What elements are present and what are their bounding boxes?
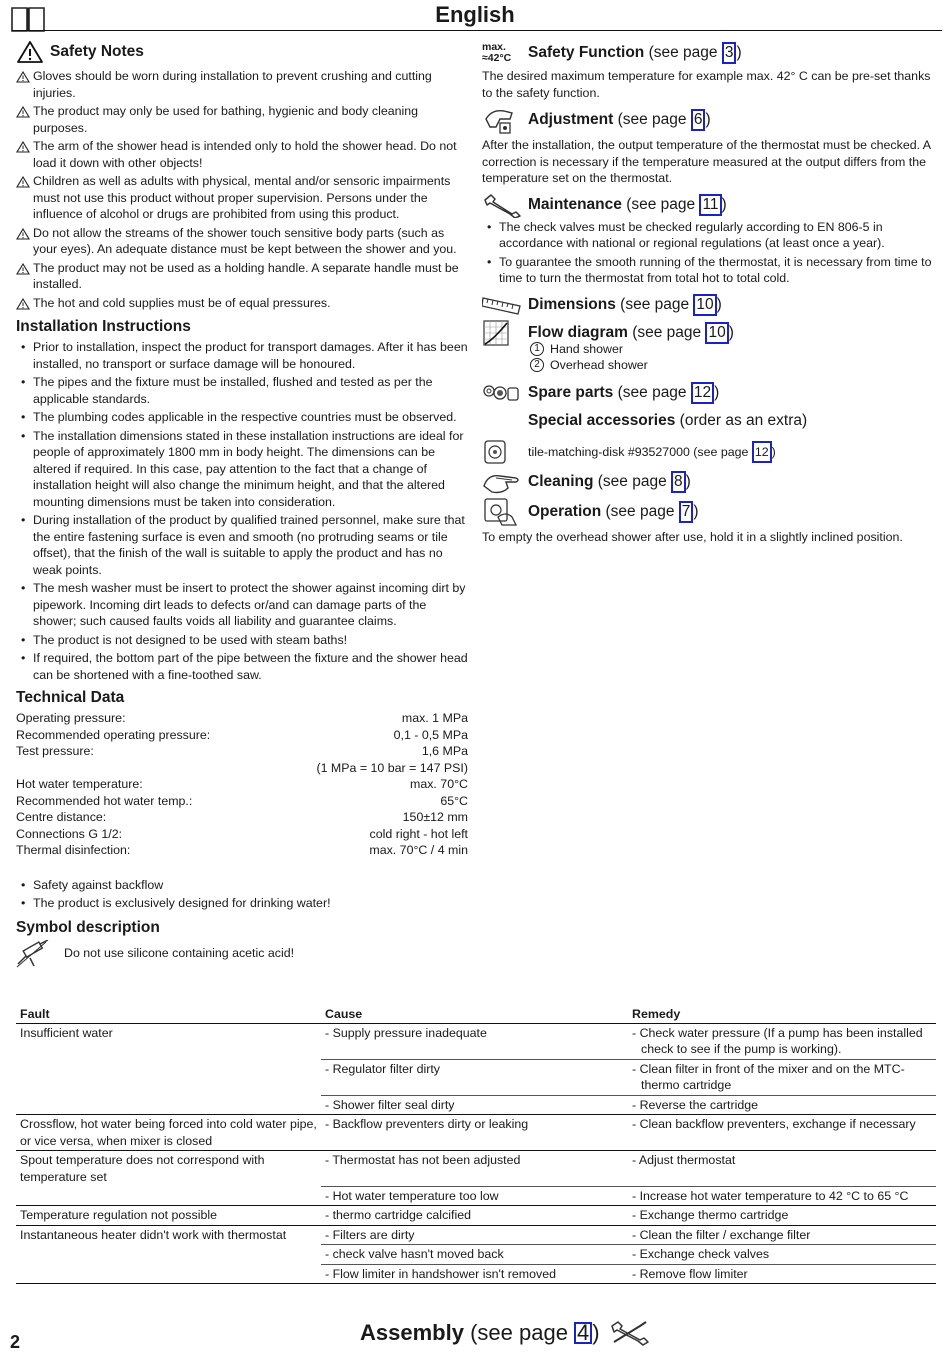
spare-parts-icon: [482, 382, 522, 404]
circled-number: 1: [530, 342, 544, 356]
list-item: • The product is not designed to be used with steam baths!: [16, 632, 468, 649]
spec-label: Centre distance:: [16, 810, 107, 824]
header-remedy: Remedy: [628, 1006, 936, 1023]
warning-icon: [16, 106, 30, 118]
safety-notes-list: [16, 68, 468, 311]
list-item: • Safety against backflow: [16, 877, 468, 894]
cause-cell: - Shower filter seal dirty: [321, 1095, 628, 1115]
cause-cell: - Hot water temperature too low: [321, 1186, 628, 1206]
tile-disk-icon: [482, 438, 508, 466]
safety-note-text: Children as well as adults with physical, mental and/or sensoric impairments must not use this product without proper supervision. Persons under the influence of alcohol or drugs are prohibited from using this product.: [33, 174, 451, 221]
remedy-text: - Clean the filter / exchange filter: [632, 1227, 811, 1242]
remedy-cell: [628, 1115, 936, 1151]
safety-note-text: The product may not be used as a holding handle. A separate handle must be installed.: [33, 260, 459, 291]
section-title: Cleaning: [528, 472, 594, 490]
safety-note-item: [16, 295, 468, 312]
remedy-cell: [628, 1225, 936, 1245]
flow-diagram-section: Flow diagram (see page 10 ) 1 Hand shower 2 Overhead shower: [482, 319, 932, 373]
warning-icon: [16, 71, 30, 83]
tools-icon: [610, 1320, 650, 1346]
left-column: [16, 40, 468, 968]
section-body: The desired maximum temperature for example max. 42° C can be pre-set thanks to the safety function.: [482, 69, 931, 100]
fault-cell: Temperature regulation not possible: [16, 1206, 321, 1226]
cause-cell: - Filters are dirty: [321, 1225, 628, 1245]
section-title: Safety Function: [528, 44, 645, 61]
section-title: Adjustment: [528, 111, 614, 128]
section-title: Dimensions: [528, 295, 616, 313]
remedy-text: - Exchange check valves: [632, 1247, 770, 1261]
fault-cell: [16, 1264, 321, 1284]
fault-cell: Insufficient water: [20, 1025, 113, 1040]
list-item: • The product is exclusively designed for drinking water!: [16, 895, 468, 912]
section-title: Special accessories: [528, 412, 676, 430]
spec-value: 1,6 MPa: [421, 744, 468, 758]
page-link[interactable]: 4: [574, 1322, 592, 1344]
spec-value: max. 1 MPa: [401, 711, 468, 725]
flow-legend-label: Hand shower: [550, 341, 624, 356]
section-title: Spare parts: [528, 383, 614, 401]
spec-row: [16, 710, 468, 727]
spec-value: max. 70°C: [410, 777, 468, 791]
spare-parts-section: Spare parts (see page 12 ): [482, 379, 932, 407]
operation-section: Operation (see page 7 ) To empty the overhead shower after use, hold it in a slightly inclined position.: [482, 497, 932, 546]
max-temperature-icon: max. ≈42°C: [482, 41, 512, 64]
cause-cell: - Flow limiter in handshower isn't removed: [321, 1264, 628, 1284]
safety-note-text: The product may only be used for bathing, hygienic and body cleaning purposes.: [33, 104, 419, 135]
flow-legend-label: Overhead shower: [550, 357, 648, 372]
spec-label: Recommended hot water temp.:: [16, 793, 193, 808]
page-link[interactable]: 7: [679, 501, 694, 523]
spec-label: Hot water temperature:: [16, 777, 143, 791]
table-row: [16, 1245, 936, 1265]
fault-cell: [16, 1186, 321, 1206]
warning-icon: [16, 141, 30, 153]
assembly-footer: Assembly (see page 4 ): [360, 1320, 650, 1346]
safety-note-text: Gloves should be worn during installation to prevent crushing and cutting injuries.: [33, 69, 432, 100]
table-row: [16, 1115, 936, 1151]
spec-label: Operating pressure:: [16, 711, 126, 725]
safety-note-item: [16, 68, 468, 101]
spec-row: [16, 743, 468, 760]
page-title: English: [435, 2, 515, 27]
table-row: [16, 1095, 936, 1115]
remedy-cell: [628, 1245, 936, 1265]
list-item: • During installation of the product by qualified trained personnel, make sure that the entire fastening surface is even and smooth (no protruding seams or tile offset), that the finish of the wall is suitable to apply the product and has no weak points.: [16, 512, 468, 578]
remedy-text: - Adjust thermostat: [632, 1153, 736, 1167]
table-row: [16, 1151, 936, 1187]
installation-list: [16, 339, 468, 683]
remedy-cell: [628, 1206, 936, 1226]
safety-note-item: [16, 103, 468, 136]
warning-icon: [16, 298, 30, 310]
cause-cell: - thermo cartridge calcified: [321, 1206, 628, 1226]
cause-cell: - check valve hasn't moved back: [321, 1245, 628, 1265]
fault-cell: Crossflow, hot water being forced into cold water pipe, or vice versa, when mixer is closed: [16, 1115, 321, 1151]
page-link[interactable]: 12: [691, 382, 714, 404]
spec-value: cold right - hot left: [369, 826, 468, 841]
adjustment-section: Adjustment (see page 6 ) After the installation, the output temperature of the thermostat must be checked. A correction is necessary if the temperature measured at the output differs from the temperature set on the thermostat.: [482, 105, 932, 187]
page-link[interactable]: 10: [705, 322, 728, 344]
maintenance-list: [482, 219, 932, 287]
spec-row: [16, 727, 468, 744]
safety-notes-title: Safety Notes: [50, 42, 144, 60]
safety-note-text: Do not allow the streams of the shower touch sensitive body parts (such as your eyes). An adequate distance must be kept between the shower and you.: [33, 225, 457, 256]
safety-note-text: The hot and cold supplies must be of equal pressures.: [33, 295, 331, 310]
remedy-text: - Clean filter in front of the mixer and on the MTC-thermo cartridge: [632, 1061, 905, 1092]
list-item: • The plumbing codes applicable in the respective countries must be observed.: [16, 409, 468, 426]
accessory-item: tile-matching-disk #93527000 (see page: [528, 444, 752, 459]
safety-note-item: [16, 260, 468, 293]
list-item: • The mesh washer must be insert to protect the shower against incoming dirt by pipework. Incoming dirt leads to defects or/and can damage parts of the shower; such caused faults voids all liability and guarantee claims.: [16, 580, 468, 630]
technical-bullets: [16, 877, 468, 912]
remedy-text: - Exchange thermo cartridge: [632, 1208, 789, 1222]
list-item: • To guarantee the smooth running of the thermostat, it is necessary from time to time to turn the thermostat from total hot to total cold.: [482, 254, 932, 287]
section-title: Operation: [528, 502, 602, 520]
spec-row: [16, 776, 468, 793]
spec-row: [16, 809, 468, 826]
assembly-title: Assembly: [360, 1320, 464, 1345]
table-row: [16, 1023, 936, 1059]
header-fault: Fault: [16, 1006, 321, 1023]
warning-icon: [16, 228, 30, 240]
spec-label: Connections G 1/2:: [16, 826, 123, 841]
safety-notes-heading: [16, 40, 468, 64]
ruler-icon: [482, 294, 522, 316]
list-item: • If required, the bottom part of the pipe between the fixture and the shower head can be shortened with a fine-toothed saw.: [16, 650, 468, 683]
cleaning-section: Cleaning (see page 8 ): [482, 467, 932, 497]
list-item: • The installation dimensions stated in these installation instructions are ideal for people of approximately 1800 mm in body height. The dimensions can be altered if required. In this case, pay attention to the fact that a change of installation height will also change the minimum height, and that the altered mounting dimensions must be taken into consideration.: [16, 428, 468, 511]
operation-icon: [482, 497, 518, 527]
remedy-text: - Remove flow limiter: [632, 1266, 748, 1281]
fault-cell: [16, 1095, 321, 1115]
spec-note: (1 MPa = 10 bar = 147 PSI): [316, 760, 468, 775]
list-item: • The pipes and the fixture must be installed, flushed and tested as per the applicable standards.: [16, 374, 468, 407]
spec-label: Recommended operating pressure:: [16, 727, 211, 742]
section-body: After the installation, the output temperature of the thermostat must be checked. A correction is necessary if the temperature measured at the output differs from the temperature set on the thermostat.: [482, 138, 931, 185]
symbol-row: [16, 940, 468, 968]
header-cause: Cause: [321, 1006, 628, 1023]
warning-icon: [16, 176, 30, 188]
spec-label: Thermal disinfection:: [16, 843, 131, 857]
symbol-text: Do not use silicone containing acetic acid!: [64, 946, 295, 961]
page-link[interactable]: 3: [722, 42, 737, 64]
cause-cell: - Backflow preventers dirty or leaking: [321, 1115, 628, 1151]
cause-cell: - Thermostat has not been adjusted: [321, 1151, 628, 1187]
spec-value: 65°C: [440, 793, 468, 808]
spec-value: 150±12 mm: [402, 810, 468, 824]
warning-icon: [16, 40, 44, 64]
spec-row: [16, 793, 468, 810]
warning-icon: [16, 263, 30, 275]
safety-note-item: [16, 225, 468, 258]
fault-cell: [16, 1245, 321, 1265]
spec-label: Test pressure:: [16, 744, 94, 758]
installation-title: Installation Instructions: [16, 318, 191, 335]
safety-note-item: [16, 138, 468, 171]
remedy-cell: [628, 1023, 936, 1059]
fault-cell: [16, 1059, 321, 1095]
table-row: [16, 1186, 936, 1206]
safety-note-item: [16, 173, 468, 223]
page-link[interactable]: 6: [691, 109, 706, 131]
right-column: [482, 40, 932, 549]
wrench-icon: [482, 192, 522, 218]
remedy-cell: [628, 1095, 936, 1115]
remedy-text: - Reverse the cartridge: [632, 1097, 759, 1112]
remedy-cell: [628, 1059, 936, 1095]
page-link[interactable]: 11: [699, 194, 721, 216]
list-item: • The check valves must be checked regularly according to EN 806-5 in accordance with national or regional regulations (at least once a year).: [482, 219, 932, 252]
section-body: To empty the overhead shower after use, hold it in a slightly inclined position.: [482, 529, 903, 544]
table-row: [16, 1264, 936, 1284]
fault-table-header: [16, 1006, 936, 1023]
cause-cell: - Supply pressure inadequate: [321, 1023, 628, 1059]
technical-data-table: [16, 710, 468, 859]
spec-row: [16, 826, 468, 843]
dimensions-section: Dimensions (see page 10 ): [482, 291, 932, 319]
flow-legend: [482, 341, 932, 373]
list-item: • Prior to installation, inspect the product for transport damages. After it has been installed, no transport or surface damage will be honoured.: [16, 339, 468, 372]
safety-function-section: max. ≈42°C Safety Function (see page 3 ) The desired maximum temperature for example max. 42° C can be pre-set thanks to the safety function.: [482, 41, 931, 100]
table-row: [16, 1206, 936, 1226]
special-accessories-section: Special accessories (order as an extra) tile-matching-disk #93527000 (see page 12 ): [482, 407, 932, 467]
symbol-description-title: Symbol description: [16, 918, 160, 936]
maintenance-section: Maintenance (see page 11 ) • The check valves must be checked regularly according to EN 806-5 in accordance with national or regional regulations (at least once a year). • To guarantee the smooth running of the thermostat, it is necessary from time to time to turn the thermostat from total hot to total cold.: [482, 191, 932, 287]
fault-table: [16, 1006, 936, 1284]
spec-row: [16, 842, 468, 859]
table-row: [16, 1059, 936, 1095]
remedy-text: - Clean backflow preventers, exchange if necessary: [632, 1117, 916, 1131]
remedy-cell: [628, 1151, 936, 1187]
adjustment-icon: [482, 105, 516, 135]
page-link[interactable]: 10: [693, 294, 716, 316]
fault-cell: Spout temperature does not correspond with temperature set: [20, 1153, 265, 1184]
cause-cell: - Regulator filter dirty: [321, 1059, 628, 1095]
fault-cell: Instantaneous heater didn't work with thermostat: [20, 1227, 287, 1242]
spec-value: 0,1 - 0,5 MPa: [393, 727, 468, 742]
remedy-cell: [628, 1186, 936, 1206]
table-row: [16, 1225, 936, 1245]
page-number: 2: [10, 1332, 21, 1352]
circled-number: 2: [530, 358, 544, 372]
page-link[interactable]: 8: [671, 471, 686, 493]
cleaning-icon: [482, 468, 522, 496]
technical-data-title: Technical Data: [16, 689, 125, 706]
section-title: Maintenance: [528, 195, 622, 213]
spec-value: max. 70°C / 4 min: [369, 843, 468, 857]
remedy-text: - Check water pressure (If a pump has been installed check to see if the pump is working).: [632, 1025, 923, 1056]
header-divider: [12, 30, 942, 31]
safety-note-text: The arm of the shower head is intended only to hold the shower head. Do not load it down with other objects!: [33, 139, 457, 170]
flow-diagram-icon: [482, 319, 510, 347]
section-title: Flow diagram: [528, 323, 628, 341]
remedy-cell: [628, 1264, 936, 1284]
flow-legend-item: [530, 357, 932, 373]
remedy-text: - Increase hot water temperature to 42 °C to 65 °C: [632, 1188, 909, 1203]
page-link[interactable]: 12: [752, 441, 772, 463]
silicone-gun-icon: [16, 940, 50, 968]
